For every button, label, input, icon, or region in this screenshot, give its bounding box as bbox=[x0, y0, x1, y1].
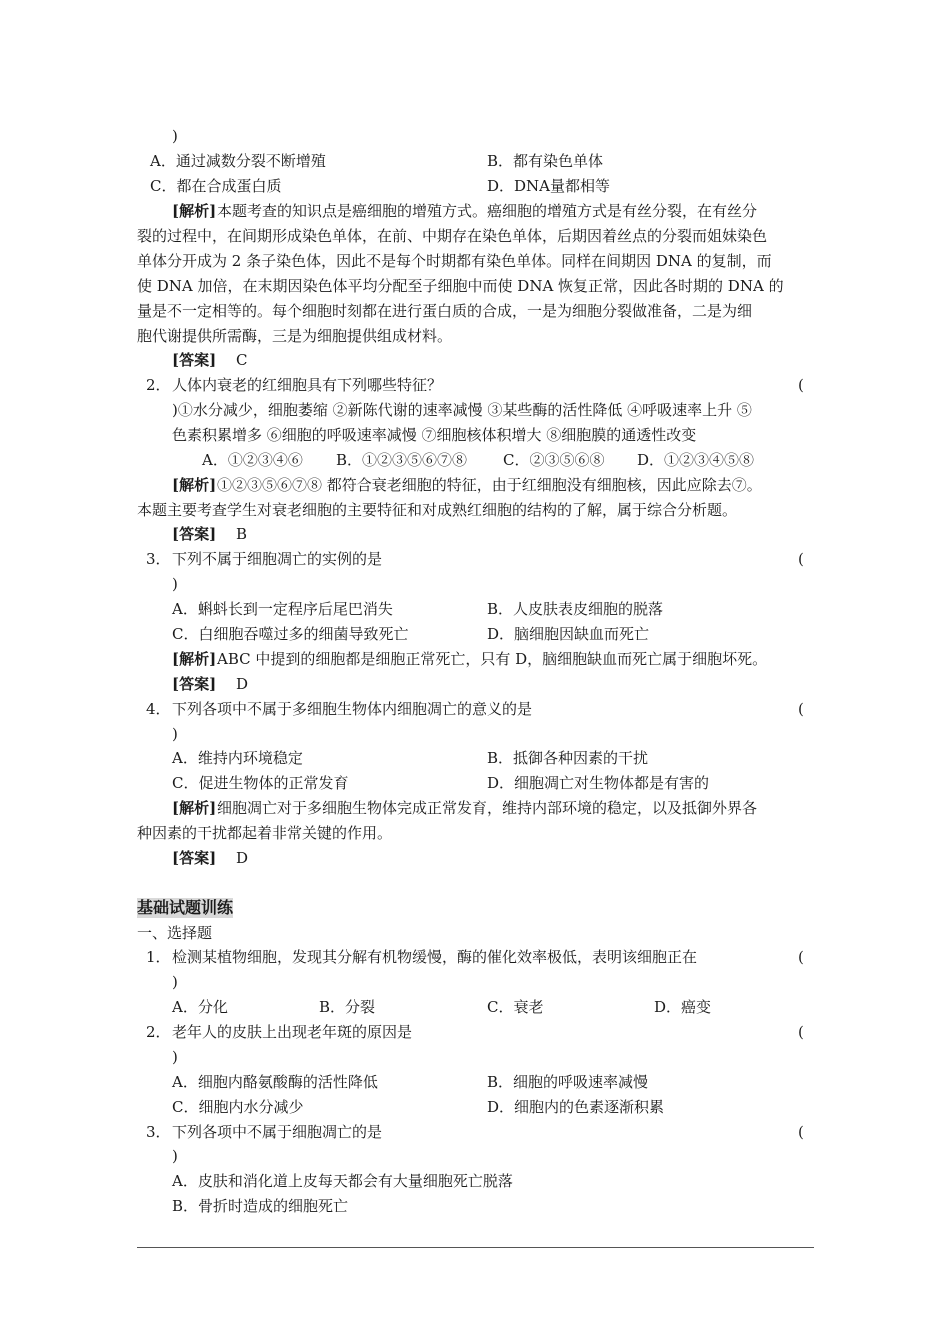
q3-analysis-label: [解析] bbox=[172, 650, 217, 668]
ex1-option-a: A．分化 bbox=[172, 998, 228, 1016]
ex3-paren-close: ) bbox=[172, 1147, 178, 1165]
q4-option-c: C．促进生物体的正常发育 bbox=[172, 774, 349, 792]
ex2-paren-close: ) bbox=[172, 1048, 178, 1066]
q1-paren-close: ) bbox=[172, 127, 178, 145]
ex2-stem: 老年人的皮肤上出现老年斑的原因是 bbox=[172, 1023, 413, 1041]
ex1-number: 1． bbox=[146, 948, 171, 966]
ex1-paren-open: ( bbox=[798, 948, 804, 966]
q2-paren-open: ( bbox=[798, 376, 804, 394]
section-title: 基础试题训练 bbox=[137, 898, 234, 917]
q4-stem: 下列各项中不属于多细胞生物体内细胞凋亡的意义的是 bbox=[172, 700, 533, 718]
ex2-number: 2． bbox=[146, 1023, 171, 1041]
ex3-option-a: A．皮肤和消化道上皮每天都会有大量细胞死亡脱落 bbox=[172, 1172, 513, 1190]
q2-answer-label: [答案] bbox=[172, 525, 217, 543]
ex1-paren-close: ) bbox=[172, 973, 178, 991]
q1-analysis-label: [解析] bbox=[172, 202, 217, 220]
q3-stem: 下列不属于细胞凋亡的实例的是 bbox=[172, 550, 383, 568]
q3-answer: D bbox=[236, 675, 249, 693]
q1-analysis-line: 使 DNA 加倍，在末期因染色体平均分配至子细胞中而使 DNA 恢复正常，因此各时期的 DNA 的 bbox=[137, 277, 784, 295]
q4-answer-label: [答案] bbox=[172, 849, 217, 867]
q2-answer: B bbox=[236, 525, 248, 543]
q4-analysis-line: 细胞凋亡对于多细胞生物体完成正常发育，维持内部环境的稳定，以及抵御外界各 bbox=[217, 799, 758, 817]
ex1-option-d: D．癌变 bbox=[654, 998, 712, 1016]
ex1-stem: 检测某植物细胞，发现其分解有机物缓慢，酶的催化效率极低，表明该细胞正在 bbox=[172, 948, 698, 966]
q4-analysis-line: 种因素的干扰都起着非常关键的作用。 bbox=[137, 824, 393, 842]
q3-option-b: B．人皮肤表皮细胞的脱落 bbox=[487, 600, 664, 618]
ex2-option-d: D．细胞内的色素逐渐积累 bbox=[487, 1098, 665, 1116]
q4-analysis-label: [解析] bbox=[172, 799, 217, 817]
q1-analysis-line: 胞代谢提供所需酶，三是为细胞提供组成材料。 bbox=[137, 327, 453, 345]
ex3-stem: 下列各项中不属于细胞凋亡的是 bbox=[172, 1123, 383, 1141]
q3-option-a: A．蝌蚪长到一定程序后尾巴消失 bbox=[172, 600, 393, 618]
section-subtitle: 一、选择题 bbox=[137, 924, 213, 942]
q1-analysis-line: 单体分开成为 2 条子染色体，因此不是每个时期都有染色单体。同样在间期因 DNA 的复制，而 bbox=[137, 252, 772, 270]
q1-analysis-line: 裂的过程中，在间期形成染色单体，在前、中期存在染色单体，后期因着丝点的分裂而姐妹染色 bbox=[137, 227, 768, 245]
q1-option-b: B．都有染色单体 bbox=[487, 152, 604, 170]
q3-number: 3． bbox=[146, 550, 171, 568]
q2-stem-line: 色素积累增多 ⑥细胞的呼吸速率减慢 ⑦细胞核体积增大 ⑧细胞膜的通透性改变 bbox=[172, 426, 697, 444]
ex1-option-c: C．衰老 bbox=[487, 998, 544, 1016]
q4-paren-close: ) bbox=[172, 725, 178, 743]
q4-option-d: D．细胞凋亡对生物体都是有害的 bbox=[487, 774, 710, 792]
ex3-paren-open: ( bbox=[798, 1123, 804, 1141]
q1-option-d: D．DNA量都相等 bbox=[487, 177, 611, 195]
q2-analysis-line: 本题主要考查学生对衰老细胞的主要特征和对成熟红细胞的结构的了解，属于综合分析题。 bbox=[137, 501, 738, 519]
q1-answer: C bbox=[236, 351, 248, 369]
q4-answer: D bbox=[236, 849, 249, 867]
q1-option-c: C．都在合成蛋白质 bbox=[150, 177, 282, 195]
q2-option-b: B．①②③⑤⑥⑦⑧ bbox=[336, 451, 468, 469]
q1-option-a: A．通过减数分裂不断增殖 bbox=[150, 152, 326, 170]
q4-number: 4． bbox=[146, 700, 171, 718]
q3-option-d: D．脑细胞因缺血而死亡 bbox=[487, 625, 650, 643]
q1-analysis-line: 本题考查的知识点是癌细胞的增殖方式。癌细胞的增殖方式是有丝分裂，在有丝分 bbox=[217, 202, 758, 220]
ex2-option-a: A．细胞内酪氨酸酶的活性降低 bbox=[172, 1073, 378, 1091]
q3-paren-close: ) bbox=[172, 575, 178, 593]
q2-option-a: A．①②③④⑥ bbox=[202, 451, 303, 469]
q2-number: 2． bbox=[146, 376, 171, 394]
q3-option-c: C．白细胞吞噬过多的细菌导致死亡 bbox=[172, 625, 409, 643]
q2-option-c: C．②③⑤⑥⑧ bbox=[503, 451, 605, 469]
q1-answer-label: [答案] bbox=[172, 351, 217, 369]
q3-paren-open: ( bbox=[798, 550, 804, 568]
ex2-option-b: B．细胞的呼吸速率减慢 bbox=[487, 1073, 649, 1091]
q4-option-a: A．维持内环境稳定 bbox=[172, 749, 303, 767]
ex3-number: 3． bbox=[146, 1123, 171, 1141]
footer-divider bbox=[137, 1247, 814, 1248]
q1-analysis-line: 量是不一定相等的。每个细胞时刻都在进行蛋白质的合成，一是为细胞分裂做准备，二是为细 bbox=[137, 302, 753, 320]
q2-stem-line: )①水分减少，细胞萎缩 ②新陈代谢的速率减慢 ③某些酶的活性降低 ④呼吸速率上升 ⑤ bbox=[172, 401, 752, 419]
ex2-option-c: C．细胞内水分减少 bbox=[172, 1098, 304, 1116]
q2-analysis-line: ①②③⑤⑥⑦⑧ 都符合衰老细胞的特征，由于红细胞没有细胞核，因此应除去⑦。 bbox=[217, 476, 762, 494]
ex2-paren-open: ( bbox=[798, 1023, 804, 1041]
ex1-option-b: B．分裂 bbox=[319, 998, 376, 1016]
q2-stem: 人体内衰老的红细胞具有下列哪些特征？ bbox=[172, 376, 443, 394]
q4-paren-open: ( bbox=[798, 700, 804, 718]
q4-option-b: B．抵御各种因素的干扰 bbox=[487, 749, 649, 767]
q3-answer-label: [答案] bbox=[172, 675, 217, 693]
q2-analysis-label: [解析] bbox=[172, 476, 217, 494]
q3-analysis: ABC 中提到的细胞都是细胞正常死亡，只有 D，脑细胞缺血而死亡属于细胞坏死。 bbox=[217, 650, 768, 668]
ex3-option-b: B．骨折时造成的细胞死亡 bbox=[172, 1197, 349, 1215]
q2-option-d: D．①②③④⑤⑧ bbox=[637, 451, 755, 469]
